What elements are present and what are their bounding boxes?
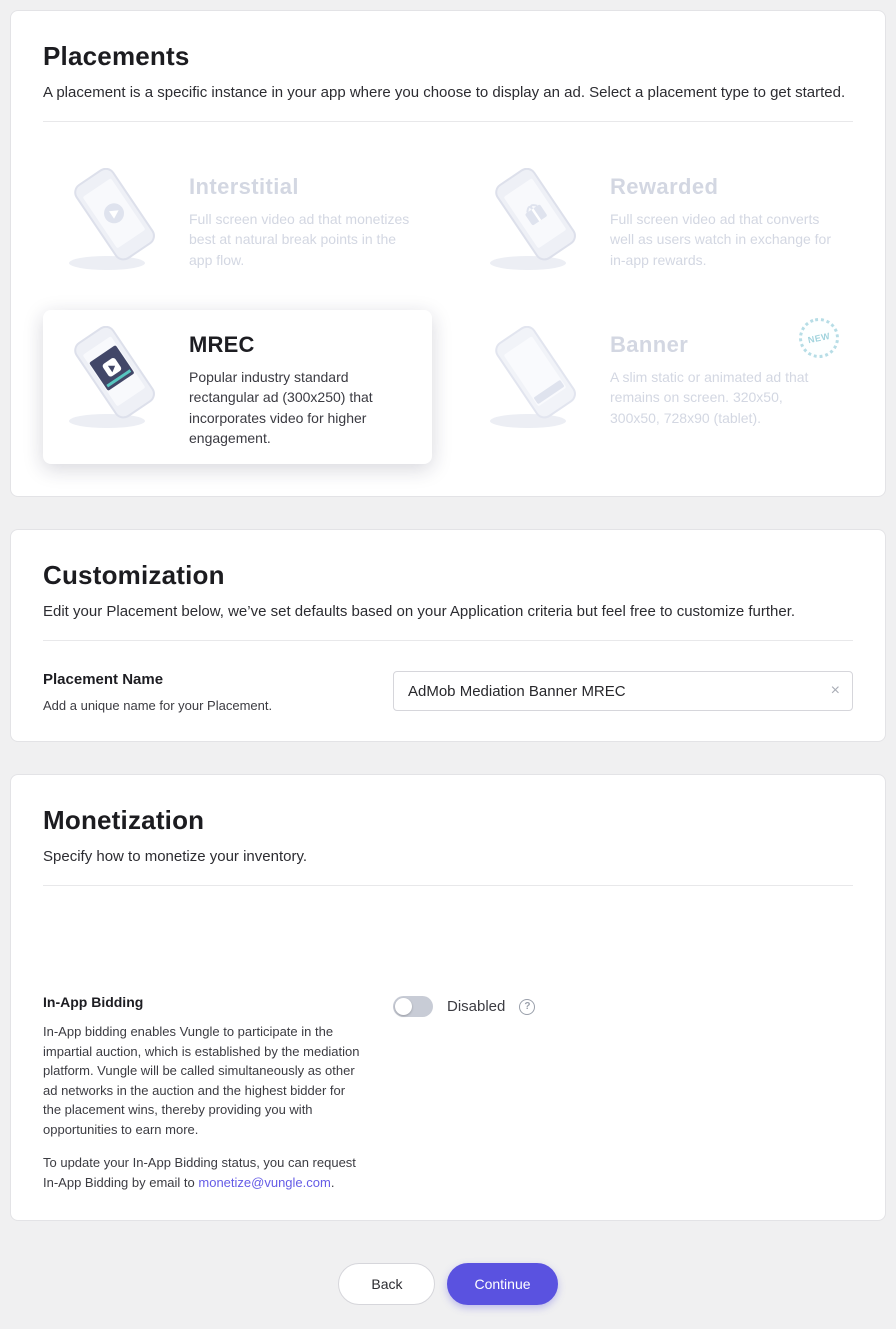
customization-title: Customization	[43, 560, 225, 591]
customization-subtitle: Edit your Placement below, we’ve set defaults based on your Application criteria but feel free to customize further.	[43, 603, 796, 621]
placement-tile-rewarded[interactable]	[464, 152, 853, 288]
placement-name-helper: Add a unique name for your Placement.	[43, 698, 273, 714]
placement-name-row	[43, 671, 853, 713]
divider	[43, 885, 853, 886]
interstitial-phone-icon	[61, 168, 171, 272]
in-app-bidding-label: In-App Bidding	[43, 994, 144, 1011]
monetization-card	[10, 774, 886, 1221]
placement-tile-mrec[interactable]	[43, 310, 432, 464]
back-button[interactable]: Back	[338, 1263, 435, 1305]
tile-desc-banner: A slim static or animated ad that remains on screen. 320x50, 300x50, 728x90 (tablet).	[610, 369, 809, 426]
tile-title-rewarded: Rewarded	[610, 174, 719, 199]
continue-button[interactable]: Continue	[447, 1263, 557, 1305]
tile-desc-rewarded: Full screen video ad that converts well as users watch in exchange for in-app rewards.	[610, 211, 831, 268]
rewarded-phone-icon	[482, 168, 592, 272]
mrec-phone-icon	[61, 326, 171, 430]
customization-card	[10, 529, 886, 742]
placement-tile-banner[interactable]	[464, 310, 853, 464]
placement-name-input[interactable]	[406, 682, 823, 701]
placement-tile-interstitial[interactable]	[43, 152, 432, 288]
tile-title-interstitial: Interstitial	[189, 174, 299, 199]
placement-name-label: Placement Name	[43, 671, 164, 689]
tile-desc-mrec: Popular industry standard rectangular ad (300x250) that incorporates video for higher engagement.	[189, 369, 373, 446]
in-app-bidding-note: To update your In-App Bidding status, you can request In-App Bidding by email to monetize@vungle.com.	[43, 1155, 356, 1190]
monetize-email-link[interactable]: monetize@vungle.com	[198, 1174, 331, 1190]
clear-input-icon[interactable]: ×	[830, 682, 840, 700]
new-badge: NEW	[795, 314, 842, 361]
placements-subtitle: A placement is a specific instance in your app where you choose to display an ad. Select a placement type to get started.	[43, 84, 846, 101]
tile-desc-interstitial: Full screen video ad that monetizes best at natural break points in the app flow.	[189, 211, 410, 268]
monetization-subtitle: Specify how to monetize your inventory.	[43, 848, 308, 866]
placement-name-input-wrap	[393, 671, 853, 711]
monetization-title: Monetization	[43, 805, 205, 836]
in-app-bidding-description: In-App bidding enables Vungle to participate in the impartial auction, which is established by the mediation platform. Vungle will be called simultaneously as other ad networks in the auction and the highest bidder for the placement wins, thereby providing you with opportunities to earn more.	[43, 1024, 360, 1137]
in-app-bidding-toggle[interactable]	[393, 996, 433, 1017]
placement-type-grid	[43, 122, 853, 468]
placements-card	[10, 10, 886, 497]
toggle-knob	[395, 998, 412, 1015]
in-app-bidding-status: Disabled	[447, 998, 506, 1016]
banner-phone-icon	[482, 326, 592, 430]
in-app-bidding-toggle-row	[393, 994, 853, 1017]
divider	[43, 640, 853, 641]
placements-title: Placements	[43, 41, 190, 71]
help-icon[interactable]: ?	[519, 999, 535, 1015]
footer-actions	[10, 1263, 886, 1305]
tile-title-mrec: MREC	[189, 332, 255, 357]
in-app-bidding-row	[43, 994, 853, 1192]
tile-title-banner: Banner	[610, 332, 689, 357]
